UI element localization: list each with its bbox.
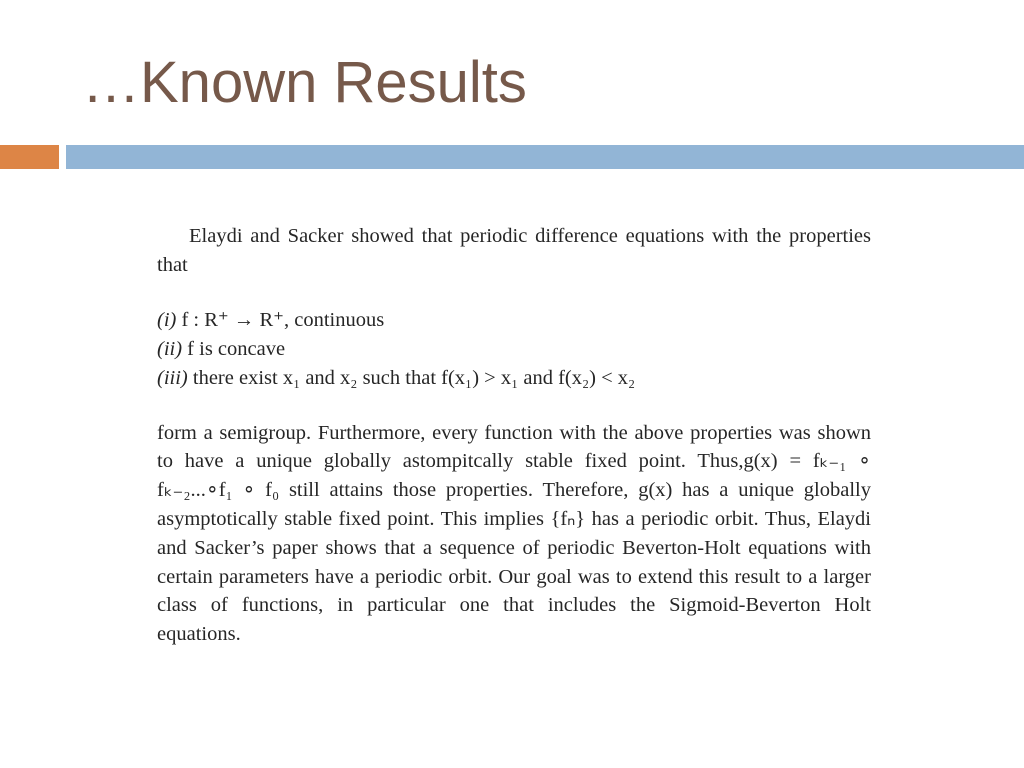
property-item xyxy=(157,306,871,335)
conclusion-paragraph: form a semigroup. Furthermore, every function with the above properties was shown to have a unique globally astompitcally stable fixed point. Thus,g(x) = fₖ₋₁ ∘ fₖ₋₂...∘f₁ ∘ f₀ still attains those properties. Therefore, g(x) has a unique globally asymptotically stable fixed point. This implies {fₙ} has a periodic orbit. Thus, Elaydi and Sacker’s paper shows that a sequence of periodic Beverton-Holt equations with certain parameters have a periodic orbit. Our goal was to extend this result to a larger class of functions, in particular one that includes the Sigmoid-Beverton Holt equations. xyxy=(157,421,871,646)
slide-body xyxy=(157,222,871,649)
title-accent-bar xyxy=(0,145,59,169)
property-item xyxy=(157,364,871,393)
properties-list xyxy=(157,306,871,393)
property-text: f : R⁺ → R⁺, continuous xyxy=(181,308,385,331)
property-label: (i) xyxy=(157,308,177,331)
property-label: (ii) xyxy=(157,337,183,360)
intro-paragraph: Elaydi and Sacker showed that periodic difference equations with the properties that xyxy=(157,225,871,276)
property-label: (iii) xyxy=(157,366,188,389)
title-divider-bar xyxy=(66,145,1024,169)
property-item xyxy=(157,335,871,364)
property-text: there exist x₁ and x₂ such that f(x₁) > x₁ and f(x₂) < x₂ xyxy=(192,366,636,389)
property-text: f is concave xyxy=(187,337,286,360)
slide-title: …Known Results xyxy=(82,50,527,115)
